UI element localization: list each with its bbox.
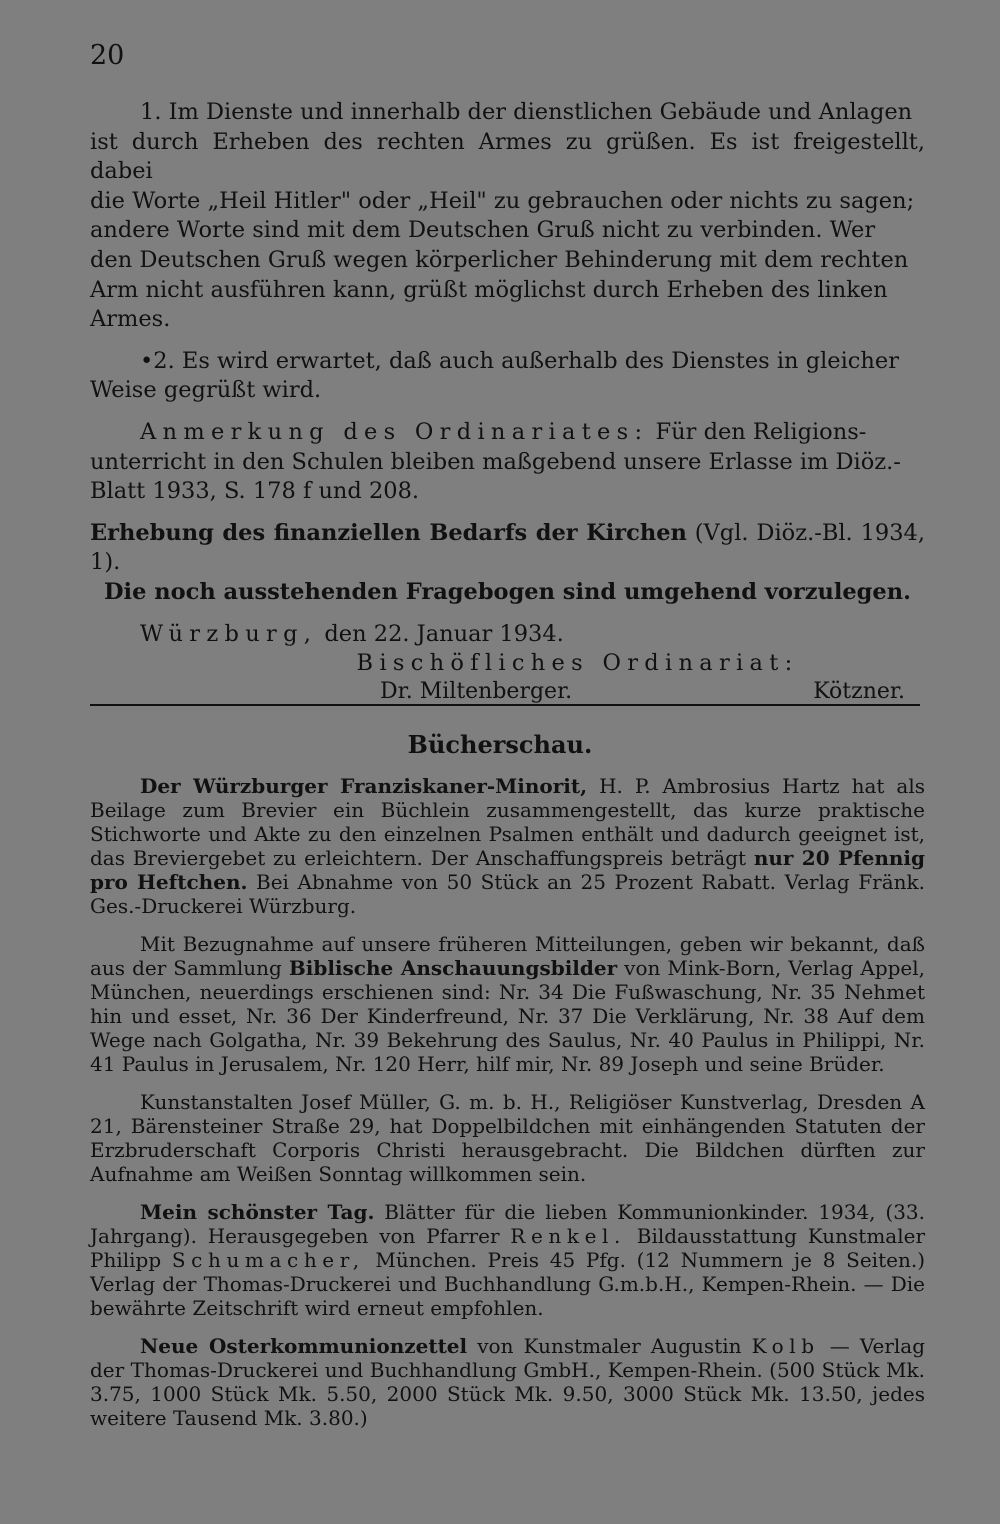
text-line: 1. Im Dienste und innerhalb der dienstlichen Gebäude und Anlagen <box>140 99 913 125</box>
erhebung-line <box>90 578 925 608</box>
erhebung-instruction: Die noch ausstehenden Fragebogen sind umgehend vorzulegen. <box>104 578 911 605</box>
text-line: Blatt 1933, S. 178 f und 208. <box>90 478 420 505</box>
paragraph-1-line <box>90 98 925 128</box>
section-divider <box>90 704 920 706</box>
text-line: •2. Es wird erwartet, daß auch außerhalb des Dienstes in gleicher <box>140 347 899 374</box>
review-item <box>90 774 925 918</box>
review-item <box>90 932 925 1076</box>
note-line <box>90 448 925 478</box>
text-line: den Deutschen Gruß wegen körperlicher Behinderung mit dem rechten <box>90 246 909 273</box>
signer-2: Kötzner. <box>813 678 905 704</box>
review-text: München. Preis 45 Pfg. (12 Nummern je 8 Seiten.) Verlag der Thomas-Druckerei und Buchhandlung G.m.b.H., Kempen-Rhein. — Die bewährte Zeitschrift wird erneut empfohlen. <box>90 1248 925 1320</box>
page-number: 20 <box>90 40 125 71</box>
erhebung-title: Erhebung des finanziellen Bedarfs der Kirchen <box>90 519 687 546</box>
review-title: Mein schönster Tag. <box>140 1200 375 1224</box>
erhebung-reference: (Vgl. Diöz.-Bl. 1934, 1). <box>90 519 925 576</box>
note-line <box>90 477 925 507</box>
review-text: von Mink-Born, Verlag Appel, München, neuerdings erschienen sind: Nr. 34 Die Fußwaschung, Nr. 35 Nehmet hin und esset, Nr. 36 Der Kinderfreund, Nr. 37 Die Verklärung, Nr. 38 Auf dem Wege nach Golgatha, Nr. 39 Bekehrung des Saulus, Nr. 40 Paulus in Philippi, Nr. 41 Paulus in Jerusalem, Nr. 120 Herr, hilf mir, Nr. 89 Joseph und seine Brüder. <box>90 956 926 1076</box>
text-line: Arm nicht ausführen kann, grüßt möglichst durch Erheben des linken <box>90 276 888 303</box>
review-price: nur 20 Pfennig pro Heftchen. <box>90 846 925 894</box>
text-line: Armes. <box>90 306 171 333</box>
review-title: Neue Osterkommunionzettel <box>140 1334 468 1358</box>
paragraph-2-line <box>90 347 925 377</box>
paragraph-1-line <box>90 187 925 217</box>
review-text: Mit Bezugnahme auf unsere früheren Mitteilungen, geben wir bekannt, daß aus der Sammlung <box>90 932 925 980</box>
paragraph-1-line <box>90 305 925 335</box>
text-line: Für den Religions- <box>648 418 867 445</box>
date: den 22. Januar 1934. <box>317 620 564 647</box>
erhebung-line <box>90 519 925 578</box>
text-line: Weise gegrüßt wird. <box>90 377 322 404</box>
paragraph-2-line <box>90 376 925 406</box>
review-text: von Kunstmaler Augustin <box>467 1334 752 1358</box>
review-item <box>90 1334 925 1430</box>
text-line: die Worte „Heil Hitler" oder „Heil" zu gebrauchen oder nichts zu sagen; <box>90 187 915 214</box>
review-name: Schumacher, <box>171 1248 365 1272</box>
note-line <box>90 418 925 448</box>
decree-section <box>90 98 925 704</box>
text-line: andere Worte sind mit dem Deutschen Gruß nicht zu verbinden. Wer <box>90 217 876 244</box>
review-item <box>90 1200 925 1320</box>
review-name: Kolb <box>751 1334 820 1358</box>
review-item <box>90 1090 925 1186</box>
review-text: — Verlag der Thomas-Druckerei und Buchhandlung GmbH., Kempen-Rhein. (500 Stück Mk. 3.75, 1000 Stück Mk. 5.50, 2000 Stück Mk. 9.50, 3000 Stück Mk. 13.50, jedes weitere Tausend Mk. 3.80.) <box>90 1334 926 1430</box>
signer-1: Dr. Miltenberger. <box>380 678 573 704</box>
review-title: Biblische Anschauungsbilder <box>288 956 618 980</box>
text-line: unterricht in den Schulen bleiben maßgebend unsere Erlasse im Diöz.- <box>90 448 901 475</box>
paragraph-1-line <box>90 246 925 276</box>
paragraph-1-line <box>90 216 925 246</box>
note-label: Anmerkung des Ordinariates: <box>140 418 649 445</box>
date-line <box>90 620 925 650</box>
section-heading: Bücherschau. <box>407 730 593 759</box>
paragraph-1-line <box>90 276 925 306</box>
review-text: Blätter für die lieben Kommunionkinder. 1934, (33. Jahrgang). Herausgegeben von Pfarrer <box>90 1200 926 1248</box>
review-name: Renkel. <box>510 1224 626 1248</box>
paragraph-1-line <box>90 128 925 187</box>
place: Würzburg, <box>140 620 318 647</box>
signature-row <box>90 679 925 704</box>
text-line: ist durch Erheben des rechten Armes zu grüßen. Es ist freigestellt, dabei <box>90 128 925 185</box>
office-name: Bischöfliches Ordinariat: <box>356 650 799 677</box>
book-review-section <box>90 774 925 1430</box>
review-text: Bei Abnahme von 50 Stück an 25 Prozent Rabatt. Verlag Fränk. Ges.-Druckerei Würzburg. <box>90 870 925 918</box>
office-line <box>90 649 925 679</box>
review-text: Kunstanstalten Josef Müller, G. m. b. H., Religiöser Kunstverlag, Dresden A 21, Bärensteiner Straße 29, hat Doppelbildchen mit einhängenden Statuten der Erzbruderschaft Corporis Christi herausgebracht. Die Bildchen dürften zur Aufnahme am Weißen Sonntag willkommen sein. <box>90 1090 925 1186</box>
review-text: Bildausstattung Kunstmaler Philipp <box>90 1224 926 1272</box>
review-title: Der Würzburger Franziskaner-Minorit, <box>140 774 588 798</box>
review-text: H. P. Ambrosius Hartz hat als Beilage zum Brevier ein Büchlein zusammengestellt, das kurze praktische Stichworte und Akte zu den einzelnen Psalmen enthält und dadurch geeignet ist, das Breviergebet zu erleichtern. Der Anschaffungspreis beträgt <box>90 774 925 870</box>
